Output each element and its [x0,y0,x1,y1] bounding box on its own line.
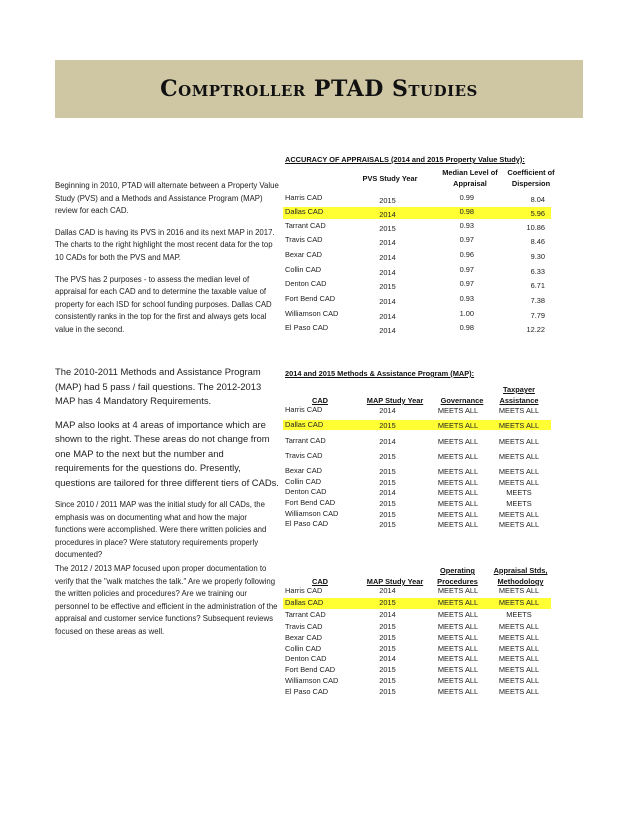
cad-cell: Williamson CAD [285,676,339,685]
year-cell: 2014 [379,238,396,247]
year-cell: 2014 [379,654,396,663]
year-cell: 2015 [379,196,396,205]
table-row [283,323,551,335]
cad-cell: Dallas CAD [285,420,324,429]
year-cell: 2015 [379,644,396,653]
cad-cell: Travis CAD [285,622,323,631]
cod-cell: 7.38 [530,296,545,305]
year-cell: 2015 [379,282,396,291]
page-title: Comptroller PTAD Studies [160,76,478,102]
cad-cell: Tarrant CAD [285,610,326,619]
governance-cell: MEETS ALL [437,510,479,519]
table1-header-median: Median Level of Appraisal [442,168,498,188]
taxpayer-assistance-cell: MEETS ALL [498,406,540,415]
taxpayer-assistance-cell: MEETS [506,499,532,508]
year-cell: 2015 [379,633,396,642]
cod-cell: 8.46 [530,237,545,246]
governance-cell: MEETS ALL [437,478,479,487]
paragraph: The 2012 / 2013 MAP focused upon proper documentation to verify that the "walk matches the talk." Are we properly following the written policies and procedures? Are we training our personnel to be effective and efficient in the administration of the appraisal and customer service functions? Subsequent reviews focused on these areas as well. [55,564,278,636]
table3-header-c3 [430,565,485,587]
cad-cell: Harris CAD [285,405,323,414]
cad-cell: Williamson CAD [285,509,339,518]
cod-cell: 6.33 [530,267,545,276]
cad-cell: Denton CAD [285,279,327,288]
year-cell: 2015 [379,665,396,674]
operating-procedures-cell: MEETS ALL [437,654,479,663]
median-cell: 0.97 [459,279,474,288]
cad-cell: Collin CAD [285,477,322,486]
table1-header-cod: Coefficient of Dispersion [507,168,555,188]
median-cell: 0.93 [459,221,474,230]
paragraph: Since 2010 / 2011 MAP was the initial study for all CADs, the emphasis was on documenting what and how the major functions were accomplished. Were there written policies and procedures in place? Were statutory requirements properly documented? [55,500,267,560]
median-cell: 0.97 [459,265,474,274]
cad-cell: Harris CAD [285,586,323,595]
cod-cell: 10.86 [526,223,545,232]
governance-cell: MEETS ALL [437,467,479,476]
cad-cell: Travis CAD [285,235,323,244]
year-cell: 2014 [379,406,396,415]
cad-cell: Bexar CAD [285,633,322,642]
year-cell: 2014 [379,610,396,619]
governance-cell: MEETS ALL [437,406,479,415]
table-row [283,207,551,219]
year-cell: 2015 [379,676,396,685]
table-row [283,498,551,508]
taxpayer-assistance-cell: MEETS [506,488,532,497]
governance-cell: MEETS ALL [437,421,479,430]
table-row [283,586,551,597]
map-text [55,365,280,571]
table-row [283,436,551,446]
table-row [283,451,551,461]
cod-cell: 12.22 [526,325,545,334]
table1-title: ACCURACY OF APPRAISALS (2014 and 2015 Property Value Study): [285,155,525,164]
cad-cell: Collin CAD [285,644,322,653]
header-label: CAD [311,577,328,586]
appraisal-stds-cell: MEETS ALL [498,687,540,696]
year-cell: 2015 [379,452,396,461]
operating-procedures-cell: MEETS ALL [437,633,479,642]
cod-cell: 8.04 [530,195,545,204]
appraisal-stds-cell: MEETS ALL [498,654,540,663]
operating-procedures-cell: MEETS ALL [437,622,479,631]
appraisal-stds-cell: MEETS ALL [498,676,540,685]
cad-cell: Denton CAD [285,487,327,496]
taxpayer-assistance-cell: MEETS ALL [498,520,540,529]
taxpayer-assistance-cell: MEETS ALL [498,478,540,487]
header-label: Governance [440,396,484,405]
median-cell: 0.98 [459,323,474,332]
year-cell: 2015 [379,467,396,476]
year-cell: 2015 [379,478,396,487]
paragraph: The 2010-2011 Methods and Assistance Program (MAP) had 5 pass / fail questions. The 2012-2013 MAP has 4 Mandatory Requirements. [55,366,262,406]
appraisal-stds-cell: MEETS ALL [498,622,540,631]
table-row [283,405,551,415]
year-cell: 2015 [379,622,396,631]
median-cell: 0.96 [459,250,474,259]
header-label: Appraisal Stds, Methodology [493,566,548,586]
paragraph: The PVS has 2 purposes - to assess the median level of appraisal for each CAD and to determine the taxable value of property for each ISD for school funding purposes. Dallas CAD consistently ranks in the top for the first and always gets local value in the second. [55,274,272,334]
appraisal-stds-cell: MEETS ALL [498,665,540,674]
table1-header-year: PVS Study Year [362,174,418,183]
table-row [283,420,551,430]
taxpayer-assistance-cell: MEETS ALL [498,510,540,519]
table2-title: 2014 and 2015 Methods & Assistance Program (MAP): [285,369,475,378]
header-label: CAD [311,396,328,405]
map-followup-text [55,563,280,648]
cad-cell: Tarrant CAD [285,436,326,445]
table-row [283,622,551,633]
median-cell: 0.99 [459,193,474,202]
table-row [283,294,551,306]
operating-procedures-cell: MEETS ALL [437,586,479,595]
table-row [283,509,551,519]
table-row [283,665,551,676]
table-row [283,487,551,497]
appraisal-stds-cell: MEETS ALL [498,633,540,642]
taxpayer-assistance-cell: MEETS ALL [498,452,540,461]
year-cell: 2014 [379,326,396,335]
median-cell: 1.00 [459,309,474,318]
year-cell: 2015 [379,510,396,519]
paragraph: Beginning in 2010, PTAD will alternate between a Property Value Study (PVS) and a Methods and Assistance Program (MAP) review for each CAD. [55,181,279,216]
table-row [283,221,551,233]
table-row [283,654,551,665]
table-row [283,265,551,277]
cad-cell: Dallas CAD [285,207,324,216]
taxpayer-assistance-cell: MEETS ALL [498,437,540,446]
cad-cell: Fort Bend CAD [285,665,336,674]
median-cell: 0.93 [459,294,474,303]
table-row [283,519,551,529]
appraisal-stds-cell: MEETS ALL [498,586,540,595]
year-cell: 2014 [379,297,396,306]
operating-procedures-cell: MEETS ALL [437,665,479,674]
year-cell: 2015 [379,687,396,696]
median-cell: 0.98 [459,207,474,216]
table-row [283,598,551,609]
table-row [283,477,551,487]
year-cell: 2014 [379,312,396,321]
table-row [283,610,551,621]
cad-cell: Denton CAD [285,654,327,663]
taxpayer-assistance-cell: MEETS ALL [498,467,540,476]
year-cell: 2015 [379,499,396,508]
year-cell: 2015 [379,520,396,529]
cad-cell: Collin CAD [285,265,322,274]
table-row [283,250,551,262]
year-cell: 2014 [379,586,396,595]
operating-procedures-cell: MEETS ALL [437,687,479,696]
operating-procedures-cell: MEETS ALL [437,644,479,653]
title-banner [55,60,583,118]
cad-cell: Williamson CAD [285,309,339,318]
cad-cell: Bexar CAD [285,250,322,259]
table-row [283,676,551,687]
cod-cell: 5.96 [530,209,545,218]
cad-cell: El Paso CAD [285,519,329,528]
cad-cell: El Paso CAD [285,687,329,696]
table-row [283,279,551,291]
appraisal-stds-cell: MEETS ALL [498,644,540,653]
cad-cell: Dallas CAD [285,598,324,607]
governance-cell: MEETS ALL [437,520,479,529]
year-cell: 2015 [379,224,396,233]
cad-cell: Harris CAD [285,193,323,202]
year-cell: 2014 [379,488,396,497]
cod-cell: 9.30 [530,252,545,261]
table-row [283,235,551,247]
year-cell: 2015 [379,598,396,607]
year-cell: 2015 [379,421,396,430]
governance-cell: MEETS ALL [437,437,479,446]
operating-procedures-cell: MEETS ALL [437,676,479,685]
governance-cell: MEETS ALL [437,452,479,461]
table2-header-c4 [494,384,544,406]
table-row [283,687,551,698]
cad-cell: Tarrant CAD [285,221,326,230]
taxpayer-assistance-cell: MEETS ALL [498,421,540,430]
median-cell: 0.97 [459,235,474,244]
year-cell: 2014 [379,210,396,219]
intro-text [55,180,280,346]
table-row [283,466,551,476]
header-label: Operating Procedures [437,566,478,586]
appraisal-stds-cell: MEETS [506,610,532,619]
table-row [283,193,551,205]
header-label: Taxpayer Assistance [499,385,539,405]
governance-cell: MEETS ALL [437,488,479,497]
cad-cell: Travis CAD [285,451,323,460]
governance-cell: MEETS ALL [437,499,479,508]
cod-cell: 7.79 [530,311,545,320]
year-cell: 2014 [379,437,396,446]
paragraph: MAP also looks at 4 areas of importance which are shown to the right. These areas do not change from one MAP to the next but the number and requirements for the questions do. Presently, questions are tailored for three different tiers of CADs. [55,418,279,488]
cad-cell: El Paso CAD [285,323,329,332]
year-cell: 2014 [379,268,396,277]
cad-cell: Fort Bend CAD [285,294,336,303]
header-label: MAP Study Year [366,396,424,405]
appraisal-stds-cell: MEETS ALL [498,598,540,607]
cod-cell: 6.71 [530,281,545,290]
table-row [283,633,551,644]
cad-cell: Fort Bend CAD [285,498,336,507]
operating-procedures-cell: MEETS ALL [437,598,479,607]
table-row [283,309,551,321]
year-cell: 2014 [379,253,396,262]
operating-procedures-cell: MEETS ALL [437,610,479,619]
table3-header-c4 [488,565,553,587]
header-label: MAP Study Year [366,577,424,586]
paragraph: Dallas CAD is having its PVS in 2016 and its next MAP in 2017. The charts to the right highlight the most recent data for the top 10 CADs for both the PVS and MAP. [55,227,275,262]
cad-cell: Bexar CAD [285,466,322,475]
